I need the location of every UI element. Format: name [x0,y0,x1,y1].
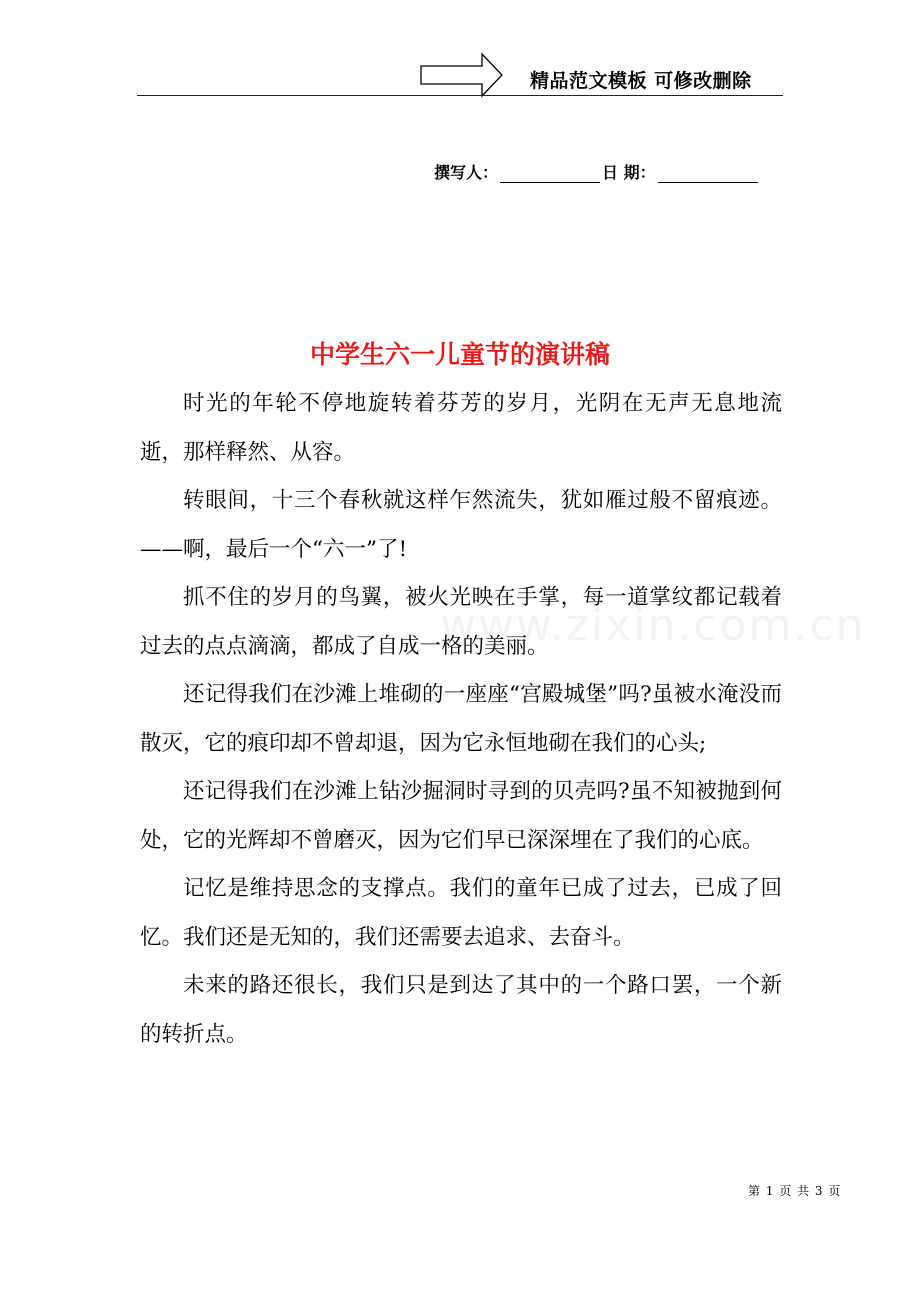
paragraph: 记忆是维持思念的支撑点。我们的童年已成了过去，已成了回忆。我们还是无知的，我们还需要去追求、去奋斗。 [140,876,782,950]
author-label: 撰写人： [434,163,499,182]
paragraph: 抓不住的岁月的鸟翼，被火光映在手掌，每一道掌纹都记载着过去的点点滴滴，都成了自成一格的美丽。 [140,585,782,659]
page-number: 第 1 页 共 3 页 [748,1184,842,1198]
author-blank-field [500,166,600,183]
author-date-line [434,160,784,183]
paragraph: 还记得我们在沙滩上堆砌的一座座“宫殿城堡”吗?虽被水淹没而散灭，它的痕印却不曾却退，因为它永恒地砌在我们的心头; [140,682,782,756]
paragraph: 时光的年轮不停地旋转着芬芳的岁月，光阴在无声无息地流逝，那样释然、从容。 [140,391,782,465]
header-divider [137,95,783,96]
paragraph: 未来的路还很长，我们只是到达了其中的一个路口罢，一个新的转折点。 [140,973,782,1047]
paragraph: 还记得我们在沙滩上钻沙掘洞时寻到的贝壳吗?虽不知被抛到何处，它的光辉却不曾磨灭，因为它们早已深深埋在了我们的心底。 [140,779,782,853]
header-tagline: 精品范文模板 可修改删除 [530,70,752,92]
document-body [140,380,782,1059]
arrow-icon [420,52,504,98]
watermark: www.zixin.com.cn [440,600,866,651]
document-title: 中学生六一儿童节的演讲稿 [309,340,610,369]
paragraph: 转眼间，十三个春秋就这样乍然流失，犹如雁过般不留痕迹。——啊，最后一个“六一”了! [140,488,782,562]
date-label: 日 期： [602,163,656,182]
date-blank-field [658,166,758,183]
